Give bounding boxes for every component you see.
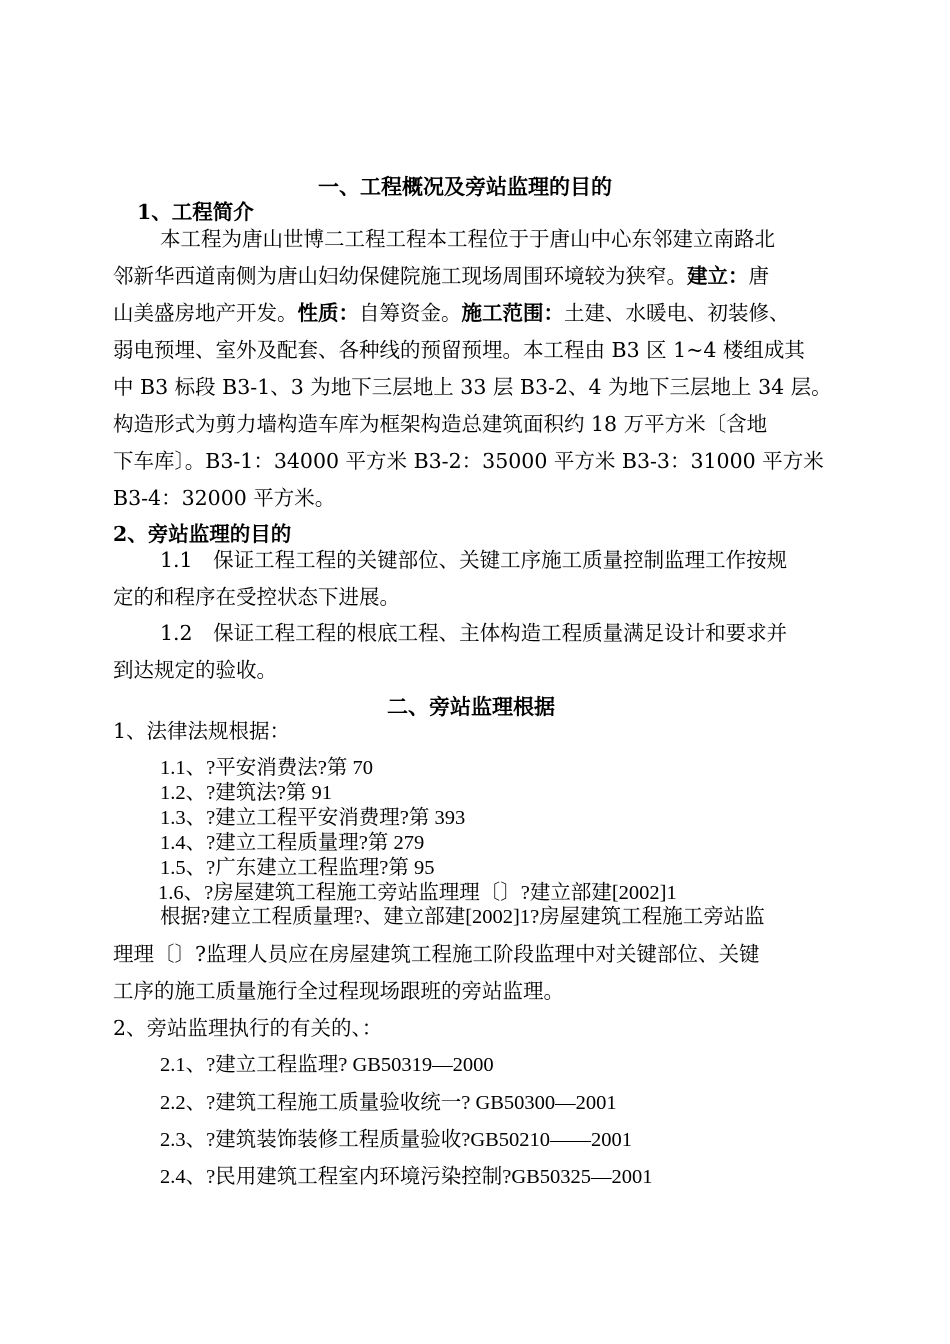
paragraph-line: 根据?建立工程质量理?、建立部建[2002]1?房屋建筑工程施工旁站监 bbox=[160, 906, 765, 928]
paragraph-text: 邻新华西道南侧为唐山妇幼保健院施工现场周围环境较为狭窄。 bbox=[113, 264, 687, 288]
nature-label: 性质： bbox=[297, 301, 359, 325]
law-item: 1.2、?建筑法?第 91 bbox=[160, 782, 332, 804]
law-item: 1.5、?广东建立工程监理?第 95 bbox=[160, 857, 435, 879]
section-1-title: 一、工程概况及旁站监理的目的 bbox=[318, 174, 612, 199]
law-item: 1.6、?房屋建筑工程施工旁站监理理〔〕?建立部建[2002]1 bbox=[158, 882, 677, 904]
law-item: 1.4、?建立工程质量理?第 279 bbox=[160, 832, 425, 854]
paragraph-line: 本工程为唐山世博二工程工程本工程位于于唐山中心东邻建立南路北 bbox=[160, 227, 775, 251]
paragraph-line: 1.1 保证工程工程的关键部位、关键工序施工质量控制监理工作按规 bbox=[160, 548, 788, 572]
paragraph-line: 弱电预埋、室外及配套、各种线的预留预埋。本工程由 B3 区 1~4 楼组成其 bbox=[113, 338, 805, 362]
law-heading: 1、法律法规根据： bbox=[113, 719, 291, 743]
standard-item: 2.1、?建立工程监理? GB50319—2000 bbox=[160, 1054, 494, 1076]
paragraph-line: 理理〔〕?监理人员应在房屋建筑工程施工阶段监理中对关键部位、关键 bbox=[113, 942, 760, 966]
paragraph-line: 定的和程序在受控状态下进展。 bbox=[113, 585, 400, 609]
scope-value: 土建、水暖电、初装修、 bbox=[564, 301, 790, 325]
paragraph-line bbox=[113, 303, 790, 324]
paragraph-line: 到达规定的验收。 bbox=[113, 658, 277, 682]
builder-label: 建立： bbox=[687, 264, 749, 288]
paragraph-line: B3-4：32000 平方米。 bbox=[113, 486, 336, 510]
paragraph-line: 中 B3 标段 B3-1、3 为地下三层地上 33 层 B3-2、4 为地下三层地上 34 层。 bbox=[113, 375, 832, 399]
paragraph-line bbox=[113, 266, 769, 287]
paragraph-line: 下车库〕。B3-1：34000 平方米 B3-2：35000 平方米 B3-3：31000 平方米 bbox=[113, 449, 824, 473]
subsection-heading-overview: 1、工程简介 bbox=[137, 200, 254, 224]
law-item: 1.1、?平安消费法?第 70 bbox=[160, 757, 373, 779]
law-item: 1.3、?建立工程平安消费理?第 393 bbox=[160, 807, 466, 829]
standard-item: 2.2、?建筑工程施工质量验收统一? GB50300—2001 bbox=[160, 1092, 617, 1114]
scope-label: 施工范围： bbox=[461, 301, 564, 325]
paragraph-line: 工序的施工质量施行全过程现场跟班的旁站监理。 bbox=[113, 979, 564, 1003]
standard-item: 2.3、?建筑装饰装修工程质量验收?GB50210——2001 bbox=[160, 1129, 633, 1151]
subsection-heading-purpose: 2、旁站监理的目的 bbox=[113, 522, 292, 546]
paragraph-line: 构造形式为剪力墙构造车库为框架构造总建筑面积约 18 万平方米〔含地 bbox=[113, 412, 768, 436]
section-2-title: 二、旁站监理根据 bbox=[387, 694, 555, 719]
standards-heading: 2、旁站监理执行的有关的、： bbox=[113, 1016, 383, 1040]
standard-item: 2.4、?民用建筑工程室内环境污染控制?GB50325—2001 bbox=[160, 1166, 653, 1188]
nature-value: 自筹资金。 bbox=[359, 301, 462, 325]
builder-value: 山美盛房地产开发。 bbox=[113, 301, 298, 325]
builder-value: 唐 bbox=[748, 264, 769, 288]
paragraph-line: 1.2 保证工程工程的根底工程、主体构造工程质量满足设计和要求并 bbox=[160, 621, 788, 645]
